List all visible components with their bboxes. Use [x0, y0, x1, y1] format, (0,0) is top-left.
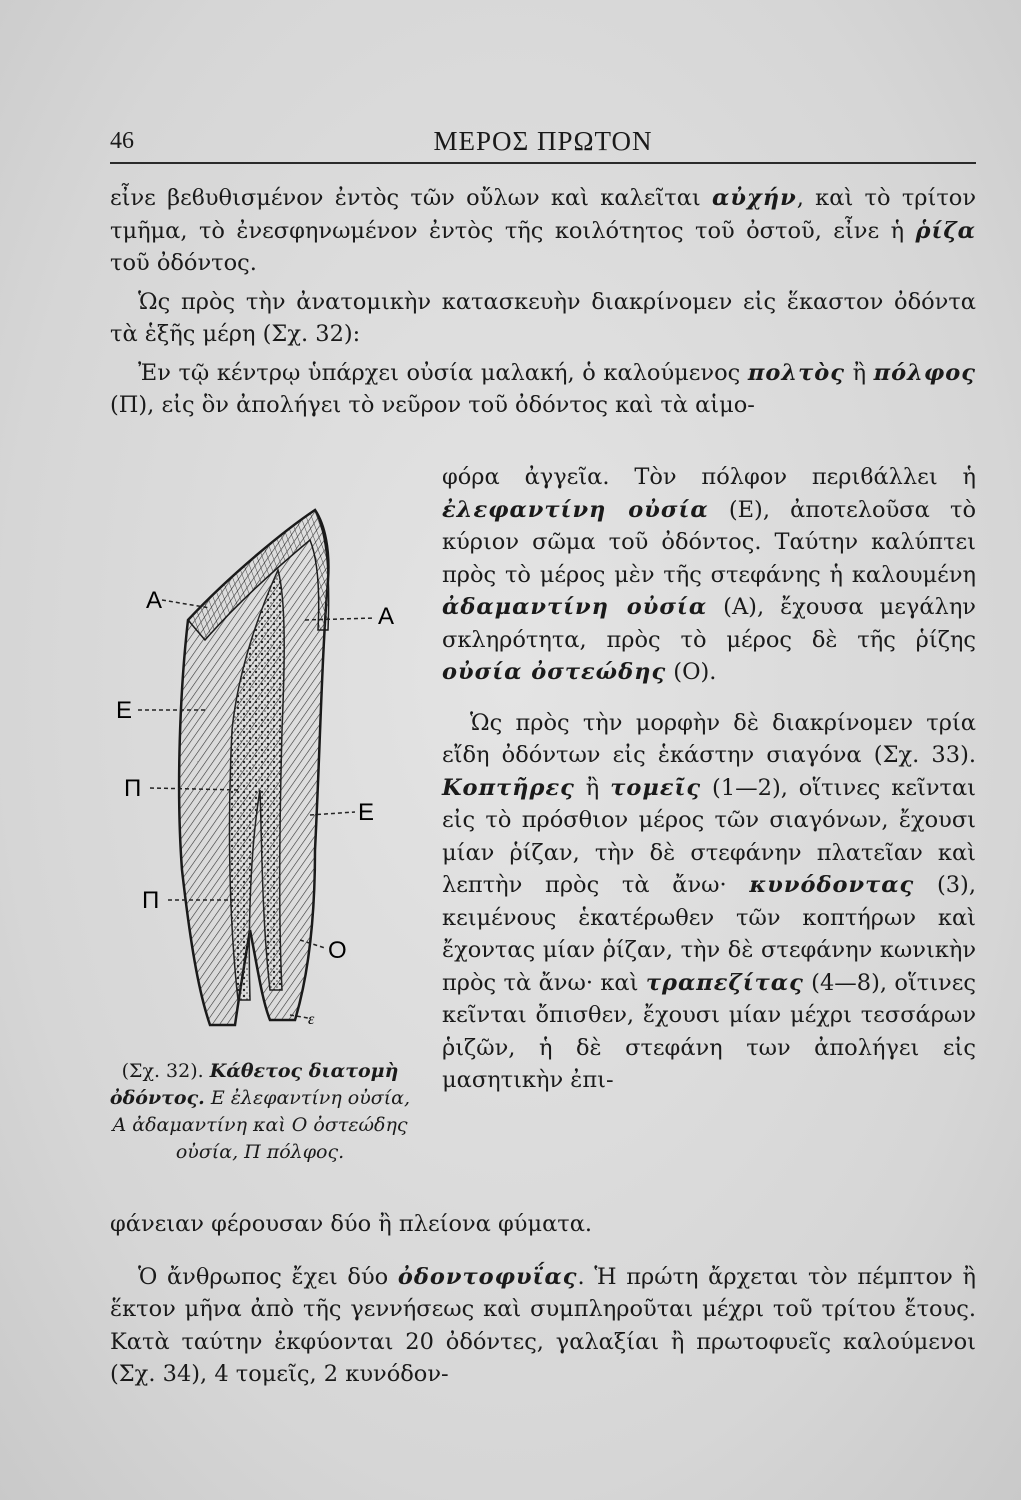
dentin-text-4: (Ο). [666, 659, 717, 685]
term-adamantini: ἀδαμαντίνη οὐσία [442, 594, 708, 620]
paragraph-pulp [110, 357, 976, 422]
term-trapezitas: τραπεζίτας [645, 969, 804, 996]
label-A-left: Α [146, 587, 163, 614]
dentition-text-2: . Ἡ πρώτη ἄρχεται τὸν πέμπτον ἢ ἕκτον μῆνα ἀπὸ τῆς γεννήσεως καὶ συμπληροῦται μέχρι τοῦ τρίτου ἔτους. Κατὰ ταύτην ἐκφύονται 20 ὀδόντες, γαλαξίαι ἢ πρωτοφυεῖς καλούμενοι (Σχ. 34), 4 τομεῖς, 2 κυνόδον- [110, 1263, 976, 1387]
caption-title: Κάθετος διατομὴ ὀδόντος. [109, 1060, 399, 1109]
tooth-cross-section-figure [110, 490, 420, 1050]
term-auchen: αὐχήν [712, 185, 797, 211]
paragraph-dentin [442, 461, 976, 689]
term-odontofyias: ὀδοντοφυΐας [397, 1263, 578, 1290]
intro-paragraph [110, 182, 976, 422]
running-head: ΜΕΡΟΣ ΠΡΩΤΟΝ [433, 126, 653, 156]
continuation-line: φάνειαν φέρουσαν δύο ἢ πλείονα φύματα. [110, 1211, 593, 1237]
term-osteodis: οὐσία ὀστεώδης [442, 659, 667, 685]
term-elefantini: ἐλεφαντίνη οὐσία [442, 496, 709, 523]
figure-caption [105, 1058, 415, 1166]
bottom-text [110, 1208, 976, 1391]
pulp-text-1: Ἐν τῷ κέντρῳ ὑπάρχει οὐσία μαλακή, ὁ καλούμενος [138, 359, 748, 386]
term-polfos: πόλφος [873, 359, 976, 386]
dentition-text-1: Ὁ ἄνθρωπος ἔχει δύο [138, 1263, 398, 1290]
types-text-4: (3), κειμένους ἑκατέρωθεν τῶν κοπτήρων καὶ ἔχοντας μίαν ῥίζαν, τὴν δὲ στεφάνην κωνικὴν πρὸς τὰ ἄνω· καὶ [442, 872, 976, 996]
term-riza: ῥίζα [915, 217, 976, 244]
types-text-1: Ὡς πρὸς τὴν μορφὴν δὲ διακρίνομεν τρία εἴδη ὀδόντων εἰς ἑκάστην σιαγόνα (Σχ. 33). [442, 709, 976, 768]
intro-text-3: τοῦ ὀδόντος. [110, 250, 257, 276]
label-P-lower: Π [142, 887, 160, 914]
page-number: 46 [110, 128, 134, 154]
label-O: Ο [328, 937, 347, 964]
paragraph-tooth-types [442, 707, 976, 1097]
pulp-text-2: ἢ [844, 359, 874, 386]
right-column-text [442, 461, 976, 1097]
label-P-upper: Π [124, 775, 142, 802]
page-header [110, 122, 976, 164]
intro-text-1: εἶνε βεϐυθισμένον ἐντὸς τῶν οὔλων καὶ καλεῖται [110, 185, 713, 211]
types-text-3: (1—2), οἵτινες κεῖνται εἰς τὸ πρόσθιον μέρος τῶν σιαγόνων, ἔχουσι μίαν ῥίζαν, τὴν δὲ στεφάνην πλατεῖαν καὶ λεπτὴν πρὸς τὰ ἄνω· [442, 774, 976, 898]
intro-text-2: , καὶ τὸ τρίτον τμῆμα, τὸ ἐνεσφηνωμένον ἐντὸς τῆς κοιλότητος τοῦ ὀστοῦ, εἶνε ἡ [110, 185, 976, 244]
label-A-right: Α [378, 603, 395, 630]
types-text-5: (4—8), οἵτινες κεῖνται ὄπισθεν, ἔχουσι μίαν μέχρι τεσσάρων ῥιζῶν, ἡ δὲ στεφάνη των ἀπολήγει εἰς μασητικὴν ἐπι- [442, 969, 976, 1093]
paragraph-anatomy: Ὡς πρὸς τὴν ἀνατομικὴν κατασκευὴν διακρίνομεν εἰς ἕκαστον ὀδόντα τὰ ἑξῆς μέρη (Σχ. 32): [110, 288, 976, 347]
label-e-small: ε [308, 1011, 315, 1028]
label-E-left: Ε [116, 697, 133, 724]
caption-body: Ε ἐλεφαντίνη οὐσία, Α ἀδαμαντίνη καὶ Ο ὀστεώδης οὐσία, Π πόλφος. [112, 1087, 411, 1163]
paragraph-dentition [110, 1261, 976, 1391]
term-kopteres: Κοπτῆρες [442, 774, 575, 801]
dentin-text-1: φόρα ἀγγεῖα. Τὸν πόλφον περιϐάλλει ἡ [442, 464, 976, 490]
label-E-right: Ε [358, 799, 375, 826]
term-tomeis: τομεῖς [610, 774, 702, 801]
pulp-text-3: (Π), εἰς ὃν ἀπολήγει τὸ νεῦρον τοῦ ὀδόντος καὶ τὰ αἱμο- [110, 392, 755, 418]
caption-lead: (Σχ. 32). [121, 1060, 204, 1082]
dentin-text-2: (Ε), ἀποτελοῦσα τὸ κύριον σῶμα τοῦ ὀδόντος. Ταύτην καλύπτει πρὸς τὸ μέρος μὲν τῆς στεφάνης ἡ καλουμένη [442, 496, 976, 588]
tooth-diagram [110, 490, 420, 1050]
dentin-text-3: (Α), ἔχουσα μεγάλην σκληρότητα, πρὸς τὸ μέρος δὲ τῆς ῥίζης [442, 594, 976, 653]
types-text-2: ἢ [574, 774, 611, 801]
term-poltos: πολτὸς [747, 359, 845, 386]
term-kynodontas: κυνόδοντας [749, 872, 915, 898]
